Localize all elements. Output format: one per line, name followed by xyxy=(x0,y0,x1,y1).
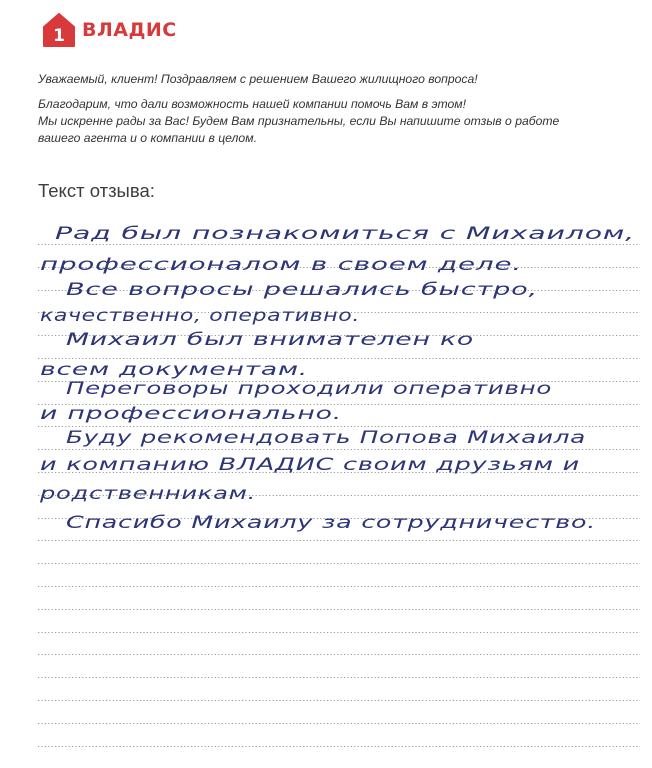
request-line: Мы искренне рады за Вас! Будем Вам признательны, если Вы напишите отзыв о работе xyxy=(38,114,560,128)
handwritten-line: Рад был познакомиться с Михаилом, xyxy=(55,224,635,244)
handwritten-line: Михаил был внимателен ко xyxy=(66,330,474,350)
greeting-line: Уважаемый, клиент! Поздравляем с решением Вашего жилищного вопроса! xyxy=(38,72,478,86)
handwritten-line: Переговоры проходили оперативно xyxy=(66,379,552,399)
handwritten-line: профессионалом в своем деле. xyxy=(40,255,522,275)
handwritten-line: Спасибо Михаилу за сотрудничество. xyxy=(66,513,596,533)
brand-name: ВЛАДИС xyxy=(82,19,177,41)
handwritten-line: Все вопросы решались быстро, xyxy=(66,280,538,300)
handwritten-line: и профессионально. xyxy=(40,404,342,424)
handwritten-line: всем документам. xyxy=(40,360,308,380)
review-title: Текст отзыва: xyxy=(38,180,155,201)
thanks-line: Благодарим, что дали возможность нашей компании помочь Вам в этом! xyxy=(38,97,467,111)
handwritten-review xyxy=(39,224,635,533)
logo-badge-number: 1 xyxy=(53,26,65,46)
handwritten-line: и компанию ВЛАДИС своим друзьям и xyxy=(40,455,580,475)
handwritten-line: Буду рекомендовать Попова Михаила xyxy=(66,428,586,448)
handwritten-line: качественно, оперативно. xyxy=(40,306,360,326)
request-line-end: вашего агента и о компании в целом. xyxy=(38,131,257,145)
handwritten-line: родственникам. xyxy=(38,484,257,504)
